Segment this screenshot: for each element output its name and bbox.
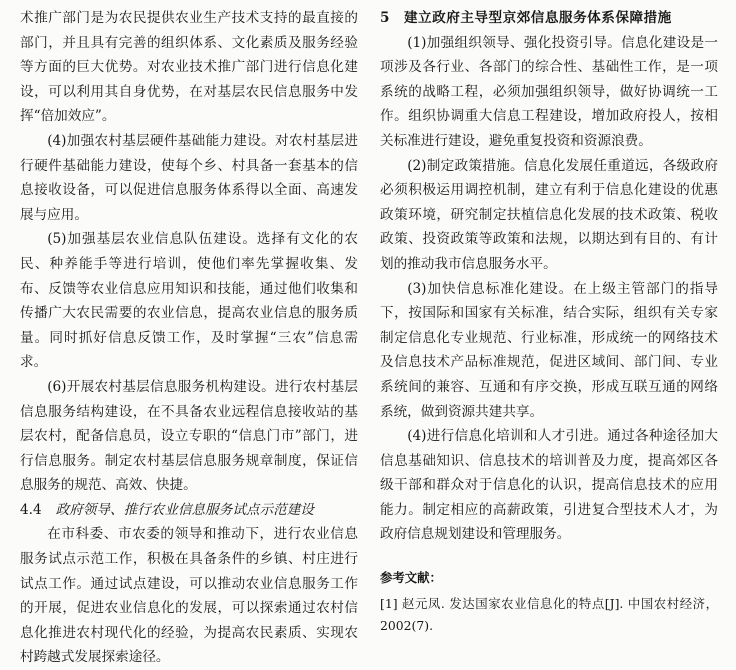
right-column (380, 6, 718, 637)
paragraph-service-institutions: (6)开展农村基层信息服务机构建设。进行农村基层信息服务结构建设，在不具备农业远程信息接收站的基层农村，配备信息员，设立专职的“信息门市”部门，进行信息服务。制定农村基层信息服务规章制度，保证信息服务的规范、高效、快捷。 (20, 378, 358, 494)
paragraph-hardware-capacity: (4)加强农村基层硬件基础能力建设。对农村基层进行硬件基础能力建设，使每个乡、村具备一套基本的信息接收设备，可以促进信息服务体系得以全面、高速发展与应用。 (20, 132, 358, 223)
section-title: 建立政府主导型京郊信息服务体系保障措施 (403, 10, 672, 26)
section-number: 5 (380, 10, 390, 26)
paragraph-policy-measures: (2)制定政策措施。信息化发展任重道远，各级政府必须积极运用调控机制，建立有利于信息化建设的优惠政策环境，研究制定扶植信息化发展的技术政策、税收政策、投资政策等政策和法规，以期达到有目的、有计划的推动我市信息服务水平。 (380, 157, 718, 272)
reference-item: [1] 赵元凤. 发达国家农业信息化的特点[J]. 中国农村经济，2002(7). (380, 596, 718, 634)
section-heading-4-4 (20, 498, 358, 523)
left-column (20, 6, 358, 670)
section-title: 政府领导、推行农业信息服务试点示范建设 (55, 501, 314, 518)
references (380, 567, 718, 637)
paragraph-training-talent: (4)进行信息化培训和人才引进。通过各种途径加大信息基础知识、信息技术的培训普及力度，提高郊区各级干部和群众对于信息化的认识，提高信息技术的应用能力。制定相应的高薪政策，引进复合型技术人才，为政府信息规划建设和管理服务。 (380, 428, 718, 543)
paragraph-info-team: (5)加强基层农业信息队伍建设。选择有文化的农民、种养能手等进行培训，使他们率先掌握收集、发布、反馈等农业信息应用知识和技能，通过他们收集和传播广大农民需要的农业信息，提高农业信息的服务质量。同时抓好信息反馈工作，及时掌握“三农”信息需求。 (20, 231, 358, 371)
paragraph-leadership-investment: (1)加强组织领导、强化投资引导。信息化建设是一项涉及各行业、各部门的综合性、基础性工作，是一项系统的战略工程，必须加强组织领导，做好协调统一工作。组织协调重大信息工程建设，增加政府投人，按相关标准进行建设，避免重复投资和资源浪费。 (380, 34, 718, 149)
paragraph-extension-dept: 术推广部门是为农民提供农业生产技术支持的最直接的部门，并且具有完善的组织体系、文化素质及服务经验等方面的巨大优势。对农业技术推广部门进行信息化建设，可以利用其自身优势，在对基层农民信息服务中发挥“倍加效应”。 (20, 10, 358, 125)
section-heading-5 (380, 6, 718, 31)
paragraph-standardization: (3)加快信息标准化建设。在上级主管部门的指导下，按国际和国家有关标准，结合实际，组织有关专家制定信息化专业规范、行业标准，形成统一的网络技术及信息技术产品标准规范，促进区域间、部门间、专业系统间的兼容、互通和有序交换，形成互联互通的网络系统，做到资源共建共享。 (380, 280, 718, 420)
section-number: 4.4 (20, 501, 42, 518)
paragraph-pilot-demo: 在市科委、市农委的领导和推动下，进行农业信息服务试点示范工作，积极在具备条件的乡镇、村庄进行试点工作。通过试点建设，可以推动农业信息服务工作的开展，促进农业信息化的发展，可以探索通过农村信息化推进农村现代化的经验，为提高农民素质、实现农村跨越式发展探索途径。 (20, 526, 358, 666)
references-title: 参考文献： (380, 570, 442, 586)
